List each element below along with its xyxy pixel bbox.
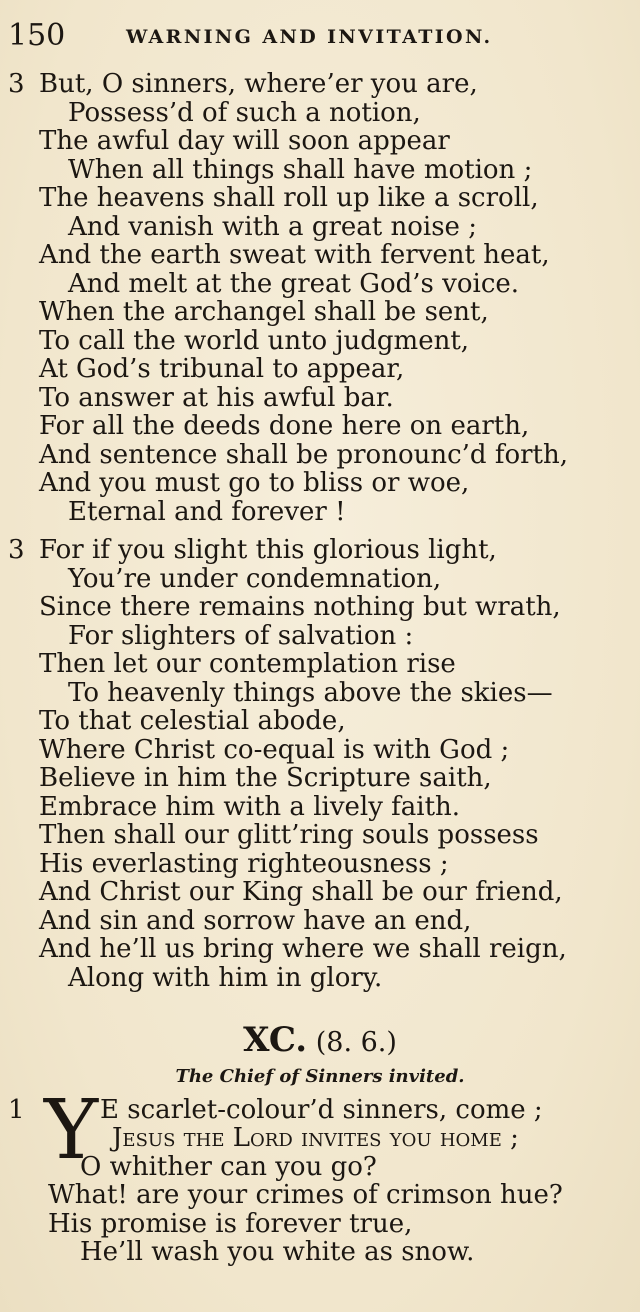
- hymn-subtitle: The Chief of Sinners invited.: [175, 1066, 465, 1087]
- verse-line: To answer at his awful bar.: [39, 383, 394, 413]
- verse-line: Possess’d of such a notion,: [68, 98, 421, 128]
- stanza-number: 3: [8, 535, 25, 565]
- verse-line: Believe in him the Scripture saith,: [39, 763, 492, 793]
- verse-line: He’ll wash you white as snow.: [80, 1237, 475, 1267]
- verse-line: For slighters of salvation :: [68, 621, 414, 651]
- verse-line: And he’ll us bring where we shall reign,: [39, 934, 567, 964]
- page-header: [8, 18, 628, 58]
- drop-cap: Y: [44, 1083, 99, 1178]
- verse-line: When all things shall have motion ;: [68, 155, 533, 185]
- stanza-number: 1: [8, 1095, 25, 1125]
- verse-line: And the earth sweat with fervent heat,: [39, 240, 550, 270]
- verse-line: Where Christ co-equal is with God ;: [39, 735, 510, 765]
- verse-line: The awful day will soon appear: [39, 126, 450, 156]
- verse-line: When the archangel shall be sent,: [39, 297, 489, 327]
- verse-line: To that celestial abode,: [39, 706, 346, 736]
- stanza-number: 3: [8, 69, 25, 99]
- verse-line: The heavens shall roll up like a scroll,: [39, 183, 539, 213]
- verse-line: Then shall our glitt’ring souls possess: [39, 820, 539, 850]
- verse-line: Since there remains nothing but wrath,: [39, 592, 561, 622]
- verse-line: O whither can you go?: [80, 1152, 377, 1182]
- verse-line: And you must go to bliss or woe,: [39, 468, 470, 498]
- verse-line: For if you slight this glorious light,: [39, 535, 497, 565]
- verse-line: And sin and sorrow have an end,: [39, 906, 472, 936]
- verse-line: Along with him in glory.: [68, 963, 383, 993]
- hymn-number: XC.: [243, 1020, 308, 1060]
- verse-line: His promise is forever true,: [48, 1209, 413, 1239]
- verse-line: What! are your crimes of crimson hue?: [48, 1180, 563, 1210]
- verse-line: You’re under condemnation,: [68, 564, 442, 594]
- page-number: 150: [8, 18, 66, 53]
- verse-line: Embrace him with a lively faith.: [39, 792, 461, 822]
- verse-line: And sentence shall be pronounc’d forth,: [39, 440, 568, 470]
- hymn-meter: (8. 6.): [315, 1027, 397, 1058]
- hymn-title: [0, 1020, 640, 1060]
- verse-line: And Christ our King shall be our friend,: [39, 877, 563, 907]
- verse-line: For all the deeds done here on earth,: [39, 411, 530, 441]
- verse-line: Jesus the Lord invites you home ;: [112, 1123, 519, 1153]
- verse-line: And melt at the great God’s voice.: [68, 269, 520, 299]
- verse-line: To call the world unto judgment,: [39, 326, 470, 356]
- verse-line: But, O sinners, where’er you are,: [39, 69, 478, 99]
- verse-line: E scarlet-colour’d sinners, come ;: [100, 1095, 543, 1125]
- verse-line: And vanish with a great noise ;: [68, 212, 477, 242]
- verse-line: At God’s tribunal to appear,: [39, 354, 405, 384]
- verse-line: Then let our contemplation rise: [39, 649, 456, 679]
- verse-line: Eternal and forever !: [68, 497, 346, 527]
- verse-line: To heavenly things above the skies—: [68, 678, 553, 708]
- verse-line: His everlasting righteousness ;: [39, 849, 449, 879]
- running-title: WARNING AND INVITATION.: [126, 26, 493, 48]
